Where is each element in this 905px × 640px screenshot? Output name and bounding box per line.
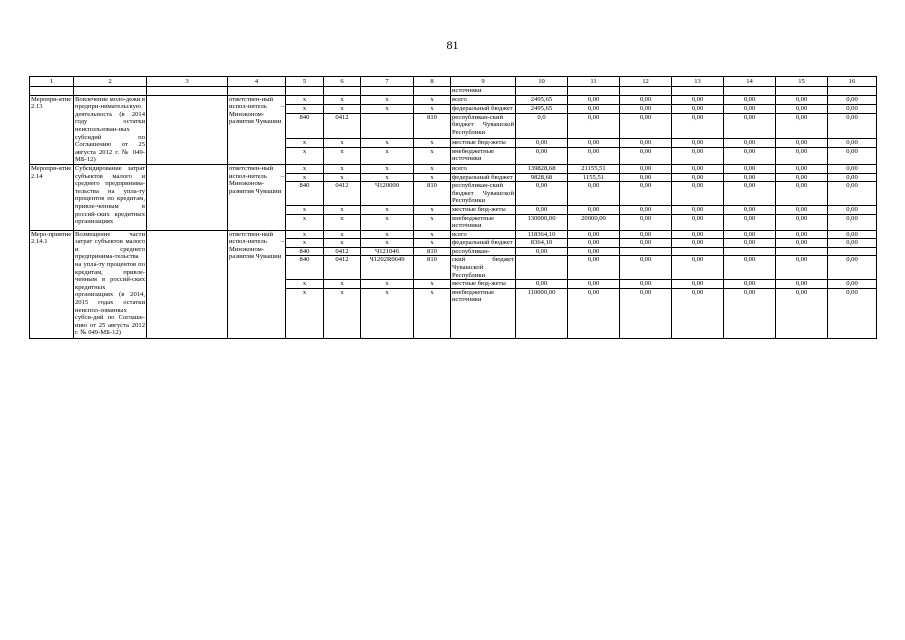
code-cell: x (361, 230, 414, 239)
code-cell: x (414, 214, 451, 230)
value-cell: 0,00 (776, 104, 828, 113)
value-cell: 0,00 (516, 147, 568, 164)
header-cell: 2 (74, 77, 147, 87)
header-cell: 12 (620, 77, 672, 87)
code-cell: x (414, 138, 451, 147)
empty-cell (324, 87, 361, 96)
code-cell: 810 (414, 247, 451, 256)
value-cell: 0,00 (672, 95, 724, 104)
header-row (30, 77, 877, 87)
code-cell: 810 (414, 256, 451, 280)
code-cell: x (324, 280, 361, 289)
empty-cell (147, 87, 228, 96)
code-cell: x (286, 173, 324, 182)
measure-executor: ответствен-ный испол-нитель – Минэконом-развития Чувашии (228, 230, 286, 338)
value-cell: 0,00 (828, 256, 877, 280)
source-cell: местные бюд-жеты (451, 138, 516, 147)
value-cell: 0,00 (828, 173, 877, 182)
source-cell: всего (451, 164, 516, 173)
code-cell: x (414, 147, 451, 164)
code-cell: 840 (286, 247, 324, 256)
code-cell: x (286, 214, 324, 230)
value-cell: 0,00 (620, 104, 672, 113)
value-cell: 0,00 (724, 288, 776, 338)
measure-executor: ответствен-ный испол-нитель – Минэконом-развития Чувашии (228, 164, 286, 230)
value-cell: 0,00 (724, 173, 776, 182)
code-cell: 0412 (324, 247, 361, 256)
value-cell: 21155,51 (568, 164, 620, 173)
value-cell: 0,00 (828, 147, 877, 164)
source-cell: республикан- (451, 247, 516, 256)
value-cell: 130000,00 (516, 214, 568, 230)
value-cell (776, 247, 828, 256)
value-cell: 0,00 (828, 230, 877, 239)
code-cell: x (324, 104, 361, 113)
value-cell: 0,00 (672, 147, 724, 164)
table-row (30, 230, 877, 239)
value-cell: 0,00 (516, 182, 568, 206)
code-cell: 0412 (324, 113, 361, 138)
value-cell: 118364,10 (516, 230, 568, 239)
value-cell: 0,00 (776, 230, 828, 239)
code-cell: x (286, 230, 324, 239)
value-cell: 0,00 (776, 182, 828, 206)
value-cell: 0,00 (672, 205, 724, 214)
code-cell: x (324, 288, 361, 338)
source-cell: федеральный бюджет (451, 104, 516, 113)
code-cell: x (324, 173, 361, 182)
code-cell: 0412 (324, 256, 361, 280)
code-cell: x (286, 280, 324, 289)
value-cell (672, 247, 724, 256)
code-cell: x (286, 104, 324, 113)
empty-cell (568, 87, 620, 96)
code-cell: x (324, 95, 361, 104)
value-cell: 0,00 (724, 280, 776, 289)
value-cell: 0,00 (672, 138, 724, 147)
value-cell (724, 247, 776, 256)
value-cell: 0,00 (724, 239, 776, 248)
empty-cell (620, 87, 672, 96)
code-cell: x (414, 239, 451, 248)
value-cell: 0,00 (776, 113, 828, 138)
code-cell: x (324, 138, 361, 147)
value-cell: 0,00 (724, 95, 776, 104)
value-cell: 0,00 (828, 288, 877, 338)
empty-cell (361, 87, 414, 96)
source-cell: федеральный бюджет (451, 239, 516, 248)
empty-cell (776, 87, 828, 96)
value-cell: 0,00 (620, 239, 672, 248)
value-cell: 0,00 (828, 214, 877, 230)
value-cell: 2495,65 (516, 104, 568, 113)
value-cell: 0,00 (828, 205, 877, 214)
value-cell: 0,00 (724, 138, 776, 147)
code-cell: x (361, 164, 414, 173)
header-cell: 13 (672, 77, 724, 87)
source-cell: всего (451, 230, 516, 239)
value-cell: 0,00 (724, 113, 776, 138)
value-cell: 0,0 (516, 113, 568, 138)
value-cell: 0,00 (620, 214, 672, 230)
header-cell: 3 (147, 77, 228, 87)
value-cell: 0,00 (568, 247, 620, 256)
code-cell: x (324, 230, 361, 239)
code-cell: x (414, 288, 451, 338)
code-cell: Ч121046 (361, 247, 414, 256)
page-number: 81 (446, 38, 459, 52)
value-cell: 0,00 (568, 147, 620, 164)
table-row (30, 95, 877, 104)
value-cell: 0,00 (724, 230, 776, 239)
value-cell: 110000,00 (516, 288, 568, 338)
code-cell: 0412 (324, 182, 361, 206)
value-cell: 0,00 (776, 205, 828, 214)
value-cell: 0,00 (776, 214, 828, 230)
code-cell: x (324, 164, 361, 173)
empty-cell (516, 87, 568, 96)
source-cell: республикан-ский бюджет Чувашской Республики (452, 182, 514, 205)
value-cell: 0,00 (568, 182, 620, 206)
value-cell: 0,00 (568, 95, 620, 104)
value-cell: 0,00 (672, 164, 724, 173)
value-cell: 0,00 (620, 288, 672, 338)
header-cell: 14 (724, 77, 776, 87)
code-cell: x (361, 280, 414, 289)
empty-cell (147, 95, 228, 164)
header-cell: 1 (30, 77, 74, 87)
value-cell: 0,00 (568, 239, 620, 248)
source-cell: внебюджетные источники (451, 214, 516, 230)
value-cell (620, 247, 672, 256)
measure-number: Меро-приятие 2.14.1 (30, 230, 74, 338)
value-cell: 0,00 (672, 230, 724, 239)
code-cell: x (414, 205, 451, 214)
code-cell: x (361, 214, 414, 230)
header-cell: 5 (286, 77, 324, 87)
empty-cell (286, 87, 324, 96)
header-cell: 15 (776, 77, 828, 87)
source-cell: ский бюджет Чувашской Республики (452, 256, 514, 279)
code-cell: x (361, 205, 414, 214)
code-cell: 810 (414, 182, 451, 206)
measure-name: Субсидирование затрат субъектов малого и среднего предпринима-тельства на упла-ту процентов по кредитам, привле-ченным в россий-ских кредитных организациях (74, 164, 147, 230)
value-cell: 0,00 (568, 280, 620, 289)
code-cell: x (324, 205, 361, 214)
empty-cell (228, 87, 286, 96)
source-cell: внебюджетные источники (451, 147, 516, 164)
value-cell: 0,00 (672, 173, 724, 182)
value-cell: 0,00 (724, 164, 776, 173)
value-cell: 0,00 (828, 164, 877, 173)
code-cell: x (324, 214, 361, 230)
table (29, 76, 877, 339)
value-cell: 0,00 (672, 288, 724, 338)
measure-number: Меропри-ятие 2.13 (30, 95, 74, 164)
value-cell: 0,00 (776, 280, 828, 289)
value-cell: 0,00 (620, 280, 672, 289)
value-cell: 0,00 (516, 205, 568, 214)
measure-number: Меропри-ятие 2.14 (30, 164, 74, 230)
value-cell: 0,00 (620, 95, 672, 104)
value-cell: 0,00 (568, 205, 620, 214)
value-cell: 0,00 (516, 138, 568, 147)
measure-executor: ответствен-ный испол-нитель – Минэконом-развития Чувашии (228, 95, 286, 164)
value-cell: 0,00 (620, 164, 672, 173)
value-cell: 0,00 (776, 147, 828, 164)
value-cell: 0,00 (724, 214, 776, 230)
value-cell: 0,00 (828, 104, 877, 113)
value-cell: 0,00 (724, 256, 776, 280)
code-cell: x (361, 95, 414, 104)
value-cell: 0,00 (568, 256, 620, 280)
code-cell: x (361, 147, 414, 164)
value-cell: 0,00 (828, 95, 877, 104)
value-cell: 0,00 (516, 280, 568, 289)
value-cell: 9828,68 (516, 173, 568, 182)
code-cell: x (324, 239, 361, 248)
value-cell: 0,00 (672, 239, 724, 248)
value-cell: 0,00 (620, 256, 672, 280)
value-cell: 0,00 (828, 280, 877, 289)
code-cell: x (324, 147, 361, 164)
value-cell (516, 256, 568, 280)
code-cell (361, 113, 414, 138)
value-cell: 0,00 (568, 288, 620, 338)
continuation-row (30, 87, 877, 96)
empty-cell (147, 164, 228, 230)
header-cell: 11 (568, 77, 620, 87)
code-cell: x (286, 95, 324, 104)
source-cell: источники (451, 87, 516, 96)
header-cell: 16 (828, 77, 877, 87)
code-cell: x (414, 164, 451, 173)
financing-table (29, 76, 877, 339)
code-cell: x (286, 138, 324, 147)
empty-cell (414, 87, 451, 96)
code-cell: Ч120000 (361, 182, 414, 206)
empty-cell (74, 87, 147, 96)
value-cell: 0,00 (828, 239, 877, 248)
value-cell: 0,00 (620, 113, 672, 138)
code-cell: 840 (286, 182, 324, 206)
value-cell: 0,00 (828, 138, 877, 147)
value-cell: 0,00 (672, 182, 724, 206)
empty-cell (724, 87, 776, 96)
value-cell: 0,00 (828, 182, 877, 206)
value-cell: 0,00 (672, 256, 724, 280)
source-cell: внебюджетные источники (451, 288, 516, 338)
value-cell: 0,00 (724, 147, 776, 164)
header-cell: 7 (361, 77, 414, 87)
header-cell: 10 (516, 77, 568, 87)
code-cell: x (361, 138, 414, 147)
value-cell: 0,00 (620, 138, 672, 147)
value-cell: 0,00 (568, 104, 620, 113)
value-cell: 0,00 (724, 205, 776, 214)
empty-cell (30, 87, 74, 96)
source-cell: всего (451, 95, 516, 104)
value-cell: 0,00 (776, 256, 828, 280)
value-cell: 0,00 (672, 214, 724, 230)
source-cell: местные бюд-жеты (451, 205, 516, 214)
measure-name: Возмещение части затрат субъектов малого и среднего предпринима-тельства на упла-ту процентов по кредитам, привле-ченным в россий-ских кредитных организациях (в 2014, 2015 годах остатки неиспол-зованных субси-дий по Соглаше-нию от 25 августа 2012 г. № 049-МБ-12) (75, 230, 145, 337)
source-cell: местные бюд-жеты (451, 280, 516, 289)
code-cell: x (286, 288, 324, 338)
source-cell: федеральный бюджет (451, 173, 516, 182)
empty-cell (147, 230, 228, 338)
code-cell: 840 (286, 113, 324, 138)
measure-name: Вовлечение моло-дежи в предпри-нимательскую деятельность (в 2014 году остатки неиспользован-ных субсидий по Соглашению от 25 августа 2012 г. № 049-МБ-12) (75, 95, 145, 164)
value-cell: 2495,65 (516, 95, 568, 104)
value-cell: 0,00 (724, 182, 776, 206)
code-cell: x (414, 173, 451, 182)
code-cell: x (286, 164, 324, 173)
value-cell: 0,00 (568, 113, 620, 138)
value-cell: 0,00 (776, 95, 828, 104)
value-cell: 0,00 (620, 147, 672, 164)
code-cell: x (414, 104, 451, 113)
code-cell: Ч1202R0649 (361, 256, 414, 280)
value-cell (828, 247, 877, 256)
value-cell: 0,00 (828, 113, 877, 138)
value-cell: 139828,68 (516, 164, 568, 173)
empty-cell (672, 87, 724, 96)
value-cell: 0,00 (776, 173, 828, 182)
value-cell: 0,00 (568, 138, 620, 147)
value-cell: 8364,10 (516, 239, 568, 248)
value-cell: 20000,00 (568, 214, 620, 230)
value-cell: 0,00 (672, 104, 724, 113)
value-cell: 0,00 (776, 138, 828, 147)
source-cell: республикан-ский бюджет Чувашской Республики (451, 113, 516, 138)
header-cell: 9 (451, 77, 516, 87)
value-cell: 0,00 (672, 113, 724, 138)
code-cell: 810 (414, 113, 451, 138)
value-cell: 1155,51 (568, 173, 620, 182)
value-cell: 0,00 (776, 288, 828, 338)
code-cell: x (286, 205, 324, 214)
value-cell: 0,00 (620, 173, 672, 182)
code-cell: x (414, 230, 451, 239)
code-cell: x (361, 239, 414, 248)
code-cell: x (286, 147, 324, 164)
value-cell: 0,00 (620, 230, 672, 239)
value-cell: 0,00 (724, 104, 776, 113)
value-cell: 0,00 (568, 230, 620, 239)
code-cell: x (414, 95, 451, 104)
value-cell: 0,00 (672, 280, 724, 289)
header-cell: 4 (228, 77, 286, 87)
value-cell: 0,00 (620, 205, 672, 214)
value-cell: 0,00 (620, 182, 672, 206)
header-cell: 8 (414, 77, 451, 87)
value-cell: 0,00 (776, 239, 828, 248)
code-cell: x (361, 173, 414, 182)
value-cell: 0,00 (516, 247, 568, 256)
code-cell: 840 (286, 256, 324, 280)
table-row (30, 164, 877, 173)
value-cell: 0,00 (776, 164, 828, 173)
header-cell: 6 (324, 77, 361, 87)
code-cell: x (286, 239, 324, 248)
empty-cell (828, 87, 877, 96)
code-cell: x (361, 288, 414, 338)
code-cell: x (361, 104, 414, 113)
code-cell: x (414, 280, 451, 289)
